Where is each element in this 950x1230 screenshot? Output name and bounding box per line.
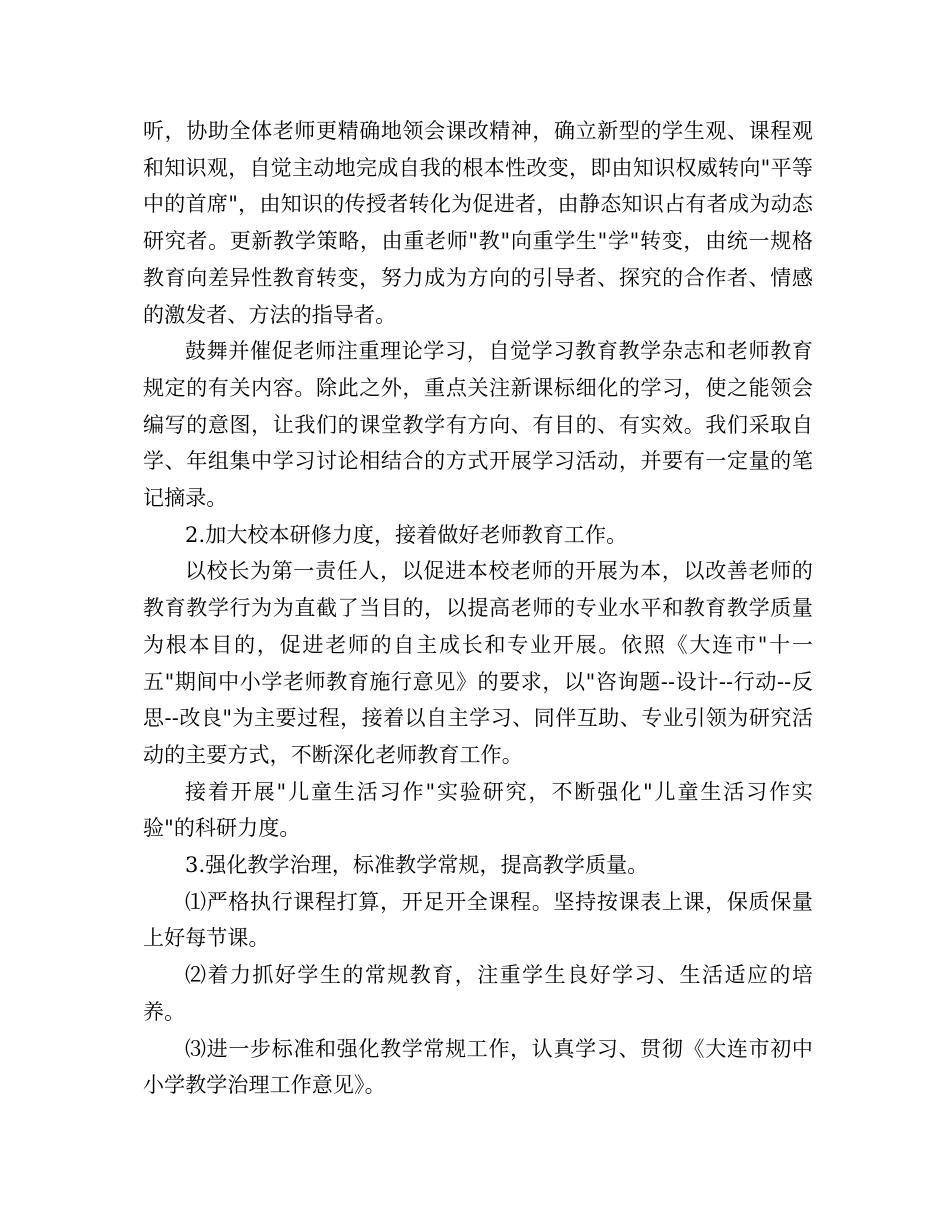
paragraph-2: 鼓舞并催促老师注重理论学习，自觉学习教育教学杂志和老师教育规定的有关内容。除此之外，重点关注新课标细化的学习，使之能领会编写的意图，让我们的课堂教学有方向、有目的、有实效。我们采取自学、年组集中学习讨论相结合的方式开展学习活动，并要有一定量的笔记摘录。	[143, 339, 813, 511]
paragraph-1: 听，协助全体老师更精确地领会课改精神，确立新型的学生观、课程观和知识观，自觉主动地完成自我的根本性改变，即由知识权威转向"平等中的首席"，由知识的传授者转化为促进者，由静态知识占有者成为动态研究者。更新教学策略，由重老师"教"向重学生"学"转变，由统一规格教育向差异性教育转变，努力成为方向的引导者、探究的合作者、情感的激发者、方法的指导者。	[143, 119, 813, 327]
paragraph-6-heading: 3.强化教学治理，标准教学常规，提高教学质量。	[185, 853, 649, 878]
paragraph-8-item-2: ⑵着力抓好学生的常规教育，注重学生良好学习、生活适应的培养。	[143, 963, 813, 1024]
paragraph-5: 接着开展"儿童生活习作"实验研究，不断强化"儿童生活习作实验"的科研力度。	[143, 779, 813, 841]
paragraph-3-heading: 2.加大校本研修力度，接着做好老师教育工作。	[185, 522, 628, 547]
paragraph-9-item-3: ⑶进一步标准和强化教学常规工作，认真学习、贯彻《大连市初中小学教学治理工作意见》。	[143, 1036, 813, 1098]
document-body	[143, 113, 813, 1104]
paragraph-7-item-1: ⑴严格执行课程打算，开足开全课程。坚持按课表上课，保质保量上好每节课。	[143, 889, 813, 951]
paragraph-4: 以校长为第一责任人，以促进本校老师的开展为本，以改善老师的教育教学行为为直截了当目的，以提高老师的专业水平和教育教学质量为根本目的，促进老师的自主成长和专业开展。依照《大连市"十一五"期间中小学老师教育施行意见》的要求，以"咨询题--设计--行动--反思--改良"为主要过程，接着以自主学习、同伴互助、专业引领为研究活动的主要方式，不断深化老师教育工作。	[143, 559, 813, 767]
